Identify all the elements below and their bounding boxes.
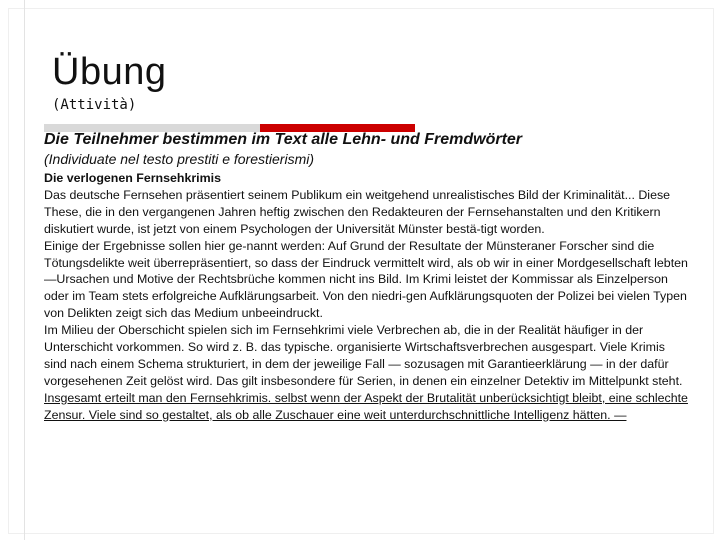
slide-title: Übung bbox=[52, 51, 167, 93]
exercise-heading-italian: (Individuate nel testo prestiti e forestierismi) bbox=[44, 151, 314, 167]
exercise-heading: Die Teilnehmer bestimmen im Text alle Lehn- und Fremdwörter bbox=[44, 131, 523, 148]
slide-subtitle: (Attività) bbox=[52, 97, 137, 113]
margin-line bbox=[24, 0, 25, 540]
article-title: Die verlogenen Fernsehkrimis bbox=[44, 171, 221, 185]
article-body bbox=[44, 170, 689, 424]
article-paragraph: Insgesamt erteilt man den Fernsehkrimis. selbst wenn der Aspekt der Brutalität unberücksichtigt bleibt, eine schlechte Zensur. Viele sind so gestaltet, als ob alle Zuschauer eine weit unterdurchschnittliche Intelligenz hätten. — bbox=[44, 390, 688, 422]
article-paragraph: Im Milieu der Oberschicht spielen sich im Fernsehkrimi viele Verbrechen ab, die in der Realität häufiger in der Unterschicht vorkommen. So wird z. B. das typische. organisierte Wirtschaftsverbrechen ausgespart. Viele Krimis sind nach einem Schema strukturiert, in dem der jeweilige Fall — sozusagen mit Garantieerklärung — in der dafür vorgesehenen Zeit gelöst wird. Das gilt insbesondere für Serien, in denen ein einzelner Detektiv im Mittelpunkt steht. bbox=[44, 323, 683, 388]
article-paragraph: Das deutsche Fernsehen präsentiert seinem Publikum ein weitgehend unrealistisches Bild der Kriminalität... Diese These, die in den vergangenen Jahren heftig zwischen den Redakteuren der Fernsehanstalten und den Kritikern diskutiert wurde, ist jetzt von einem Psychologen der Universität Münster bestä-tigt worden. bbox=[44, 187, 671, 236]
article-paragraph: Einige der Ergebnisse sollen hier ge-nannt werden: Auf Grund der Resultate der Münsteraner Forscher sind die Tötungsdelikte weit überrepräsentiert, so dass der Eindruck vermittelt wird, als ob wir in einer Mordgesellschaft lebten —Ursachen und Motive der Rechtsbrüche kommen nicht ins Bild. Im Krimi leistet der Kommissar als Einzelperson oder im Team stets erfolgreiche Aufklärungsarbeit. Von den niedri-gen Aufklärungsquoten der Polizei bei vielen Typen von Delikten zeigt sich das Medium unbeeindruckt. bbox=[44, 238, 688, 321]
